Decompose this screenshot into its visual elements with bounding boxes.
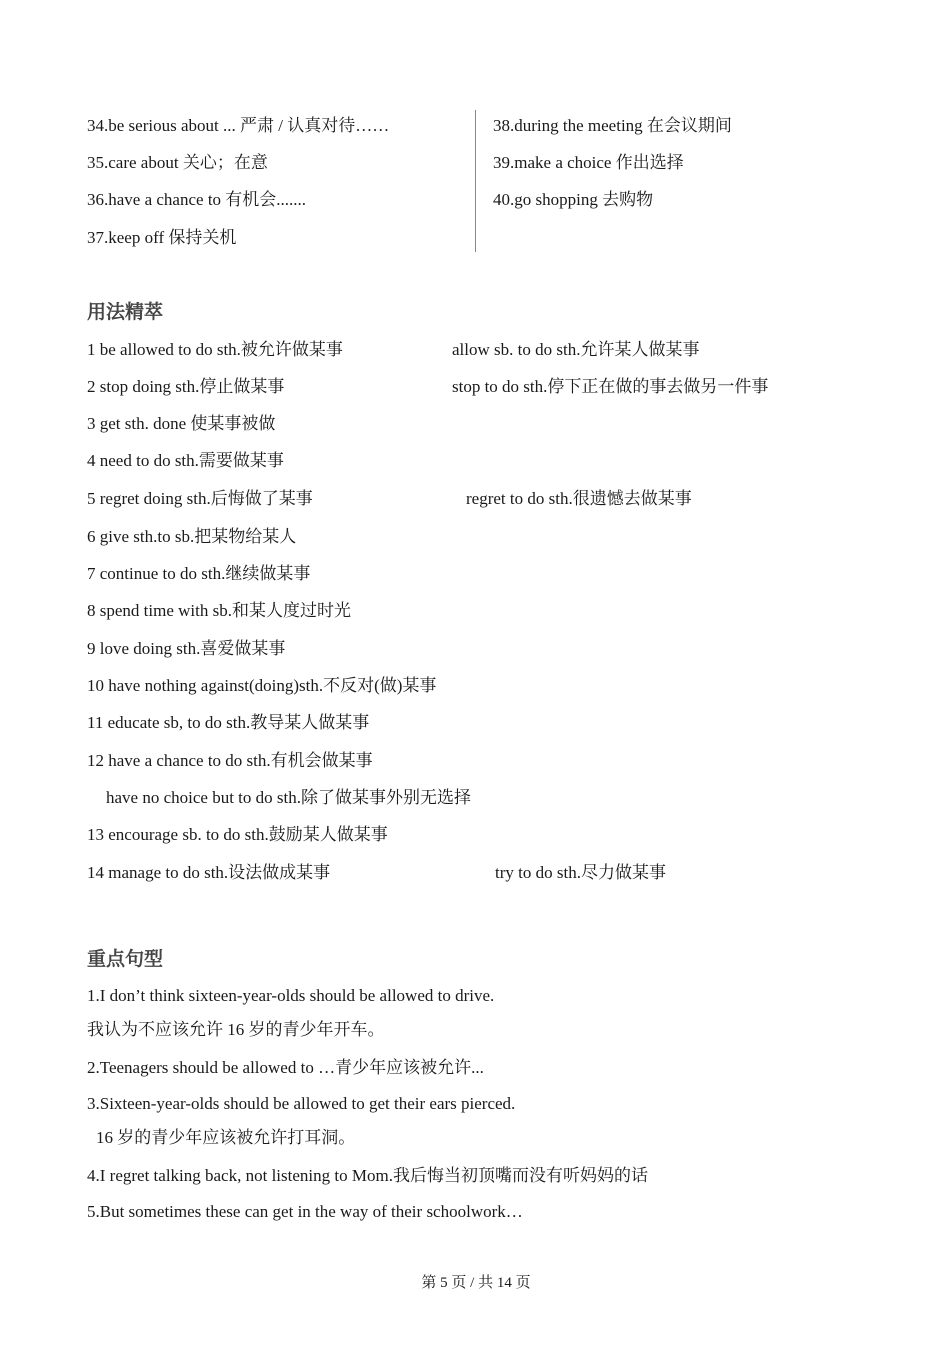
usage-item: regret to do sth.很遗憾去做某事 [466, 489, 692, 508]
usage-item: allow sb. to do sth.允许某人做某事 [452, 340, 700, 359]
phrase: 34.be serious about ... 严肃 / 认真对待…… [87, 116, 390, 135]
phrase: 39.make a choice 作出选择 [493, 153, 684, 172]
usage-item: 11 educate sb, to do sth.教导某人做某事 [87, 713, 370, 732]
usage-item: 14 manage to do sth.设法做成某事 [87, 863, 331, 882]
phrase: 37.keep off 保持关机 [87, 228, 237, 247]
sentence: 2.Teenagers should be allowed to …青少年应该被允许... [87, 1058, 484, 1077]
usage-item: try to do sth.尽力做某事 [495, 863, 666, 882]
sentence: 我认为不应该允许 16 岁的青少年开车。 [87, 1020, 385, 1039]
sentence: 5.But sometimes these can get in the way of their schoolwork… [87, 1202, 523, 1221]
sentence: 4.I regret talking back, not listening to Mom.我后悔当初顶嘴而没有听妈妈的话 [87, 1166, 648, 1185]
phrase: 38.during the meeting 在会议期间 [493, 116, 732, 135]
usage-item: 8 spend time with sb.和某人度过时光 [87, 601, 351, 620]
sentence: 1.I don’t think sixteen-year-olds should be allowed to drive. [87, 986, 495, 1005]
usage-heading: 用法精萃 [87, 301, 164, 323]
usage-item: stop to do sth.停下正在做的事去做另一件事 [452, 377, 769, 396]
sentence: 3.Sixteen-year-olds should be allowed to get their ears pierced. [87, 1094, 516, 1113]
usage-item: 13 encourage sb. to do sth.鼓励某人做某事 [87, 825, 388, 844]
usage-item: 10 have nothing against(doing)sth.不反对(做)某事 [87, 676, 437, 695]
phrase: 35.care about 关心；在意 [87, 153, 268, 172]
usage-item: 3 get sth. done 使某事被做 [87, 414, 276, 433]
usage-item: 12 have a chance to do sth.有机会做某事 [87, 751, 373, 770]
usage-item: have no choice but to do sth.除了做某事外别无选择 [106, 788, 471, 807]
sentence: 16 岁的青少年应该被允许打耳洞。 [96, 1128, 356, 1147]
usage-item: 7 continue to do sth.继续做某事 [87, 564, 311, 583]
phrase: 40.go shopping 去购物 [493, 190, 654, 209]
usage-item: 9 love doing sth.喜爱做某事 [87, 639, 286, 658]
usage-item: 4 need to do sth.需要做某事 [87, 451, 284, 470]
phrase: 36.have a chance to 有机会....... [87, 190, 307, 209]
usage-item: 1 be allowed to do sth.被允许做某事 [87, 340, 343, 359]
usage-item: 2 stop doing sth.停止做某事 [87, 377, 285, 396]
usage-item: 5 regret doing sth.后悔做了某事 [87, 489, 313, 508]
usage-item: 6 give sth.to sb.把某物给某人 [87, 527, 297, 546]
column-divider [475, 110, 476, 252]
sentences-heading: 重点句型 [87, 948, 164, 970]
page-number: 第 5 页 / 共 14 页 [421, 1275, 531, 1291]
